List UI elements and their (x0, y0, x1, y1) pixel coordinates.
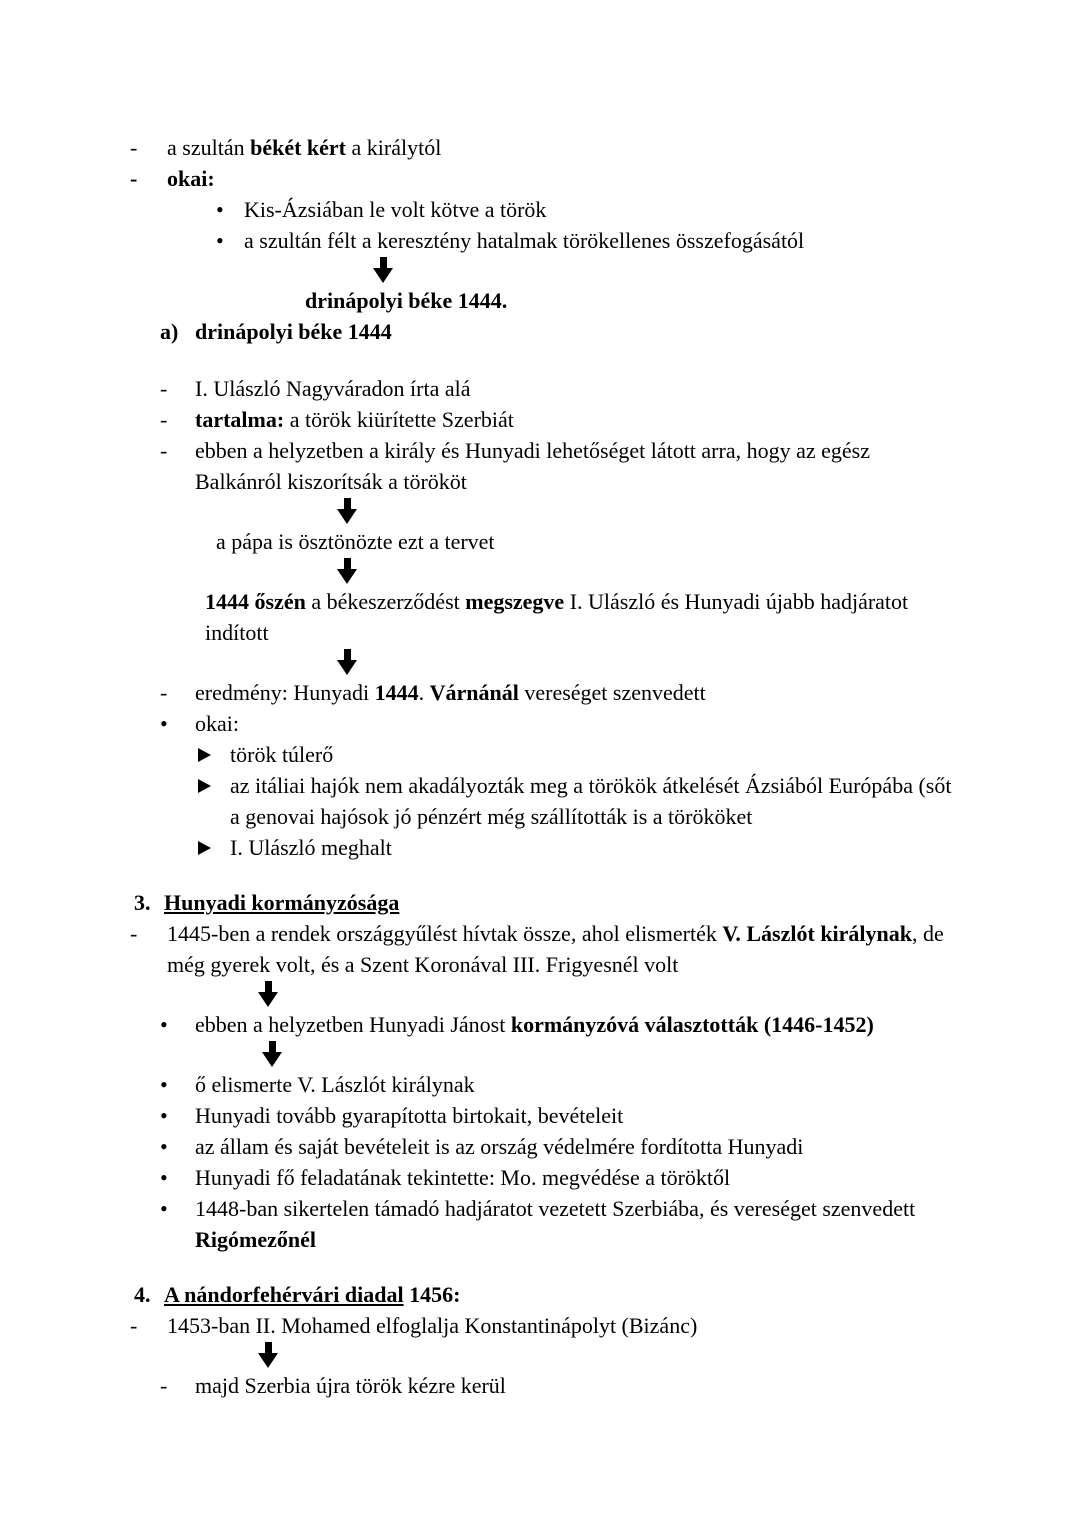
dash-bullet: - (160, 1373, 168, 1398)
down-arrow-icon (258, 981, 278, 1007)
list-item-text: török túlerő (230, 742, 334, 767)
section-heading (134, 1279, 958, 1310)
down-arrow-icon (337, 558, 357, 584)
section-number: 4. (134, 1282, 151, 1307)
list-item-text: 1453-ban II. Mohamed elfoglalja Konstantinápolyt (Bizánc) (167, 1313, 698, 1338)
round-bullet: • (160, 1012, 168, 1037)
inline-heading (305, 285, 958, 316)
list-item (160, 373, 958, 404)
arrowhead-bullet-icon (198, 739, 230, 770)
lettered-item (160, 316, 958, 347)
dash-bullet: - (160, 680, 168, 705)
arrowhead-bullet-icon (198, 770, 230, 801)
list-item-text: a szultán félt a keresztény hatalmak törökellenes összefogásától (244, 228, 805, 253)
flow-connector (373, 257, 958, 284)
section-heading-text: A nándorfehérvári diadal 1456: (164, 1282, 461, 1307)
list-item (160, 708, 958, 739)
list-item (216, 194, 958, 225)
spacer (130, 347, 958, 373)
list-item-text: okai: (195, 711, 239, 736)
flow-connector (337, 498, 958, 525)
dash-bullet: - (160, 407, 168, 432)
list-item (160, 1162, 958, 1193)
list-item (160, 1370, 958, 1401)
list-item (198, 770, 958, 832)
down-arrow-icon (373, 257, 393, 283)
list-item (130, 1310, 958, 1341)
letter-marker: a) (160, 319, 179, 344)
list-item (160, 1100, 958, 1131)
section-heading-text: Hunyadi kormányzósága (164, 890, 400, 915)
list-item-text: ebben a helyzetben a király és Hunyadi lehetőséget látott arra, hogy az egész Balkánról kiszorítsák a törököt (195, 438, 870, 494)
list-item (160, 404, 958, 435)
note-line-text: 1444 őszén a békeszerződést megszegve I. Ulászló és Hunyadi újabb hadjáratot indított (205, 589, 909, 645)
list-item-text: az itáliai hajók nem akadályozták meg a törökök átkelését Ázsiából Európába (sőt a genovai hajósok jó pénzért még szállították is a törököket (230, 773, 952, 829)
flow-connector (258, 1342, 958, 1369)
round-bullet: • (216, 228, 224, 253)
flow-connector (258, 981, 958, 1008)
list-item-text: eredmény: Hunyadi 1444. Várnánál vereséget szenvedett (195, 680, 706, 705)
list-item (160, 1069, 958, 1100)
dash-bullet: - (130, 1313, 138, 1338)
spacer (130, 1255, 958, 1279)
note-line-text: a pápa is ösztönözte ezt a tervet (216, 529, 495, 554)
list-item-text: ebben a helyzetben Hunyadi Jánost kormányzóvá választották (1446-1452) (195, 1012, 874, 1037)
list-item-text: ő elismerte V. Lászlót királynak (195, 1072, 475, 1097)
round-bullet: • (160, 711, 168, 736)
list-item (160, 1131, 958, 1162)
spacer (130, 863, 958, 887)
list-item (216, 225, 958, 256)
list-item-text: a szultán békét kért a királytól (167, 135, 442, 160)
list-item (160, 677, 958, 708)
inline-heading-text: drinápolyi béke 1444. (305, 288, 508, 313)
list-item-text: okai: (167, 166, 215, 191)
round-bullet: • (160, 1134, 168, 1159)
down-arrow-icon (337, 649, 357, 675)
round-bullet: • (160, 1165, 168, 1190)
note-line (216, 526, 958, 557)
list-item-text: az állam és saját bevételeit is az ország védelmére fordította Hunyadi (195, 1134, 804, 1159)
flow-connector (337, 558, 958, 585)
list-item (160, 435, 958, 497)
list-item (198, 739, 958, 770)
list-item (130, 163, 958, 194)
list-item-text: 1448-ban sikertelen támadó hadjáratot vezetett Szerbiába, és vereséget szenvedett Rigómezőnél (195, 1196, 916, 1252)
list-item-text: majd Szerbia újra török kézre kerül (195, 1373, 506, 1398)
list-item-text: I. Ulászló meghalt (230, 835, 392, 860)
round-bullet: • (160, 1103, 168, 1128)
dash-bullet: - (160, 376, 168, 401)
flow-connector (337, 649, 958, 676)
list-item-text: 1445-ben a rendek országgyűlést hívtak össze, ahol elismerték V. Lászlót királynak, de még gyerek volt, és a Szent Koronával III. Frigyesnél volt (167, 921, 944, 977)
down-arrow-icon (258, 1342, 278, 1368)
list-item (160, 1193, 958, 1255)
list-item-text: Hunyadi tovább gyarapította birtokait, bevételeit (195, 1103, 624, 1128)
down-arrow-icon (337, 498, 357, 524)
flow-connector (262, 1041, 958, 1068)
list-item (130, 918, 958, 980)
note-line (205, 586, 958, 648)
list-item (198, 832, 958, 863)
dash-bullet: - (130, 921, 138, 946)
list-item-text: I. Ulászló Nagyváradon írta alá (195, 376, 471, 401)
round-bullet: • (216, 197, 224, 222)
section-heading (134, 887, 958, 918)
down-arrow-icon (262, 1041, 282, 1067)
dash-bullet: - (160, 438, 168, 463)
list-item (160, 1009, 958, 1040)
list-item-text: tartalma: a török kiürítette Szerbiát (195, 407, 514, 432)
list-item-text: Hunyadi fő feladatának tekintette: Mo. megvédése a töröktől (195, 1165, 731, 1190)
dash-bullet: - (130, 166, 138, 191)
dash-bullet: - (130, 135, 138, 160)
round-bullet: • (160, 1072, 168, 1097)
lettered-item-text: drinápolyi béke 1444 (195, 319, 392, 344)
list-item-text: Kis-Ázsiában le volt kötve a török (244, 197, 547, 222)
round-bullet: • (160, 1196, 168, 1221)
arrowhead-bullet-icon (198, 832, 230, 863)
list-item (130, 132, 958, 163)
section-number: 3. (134, 890, 151, 915)
